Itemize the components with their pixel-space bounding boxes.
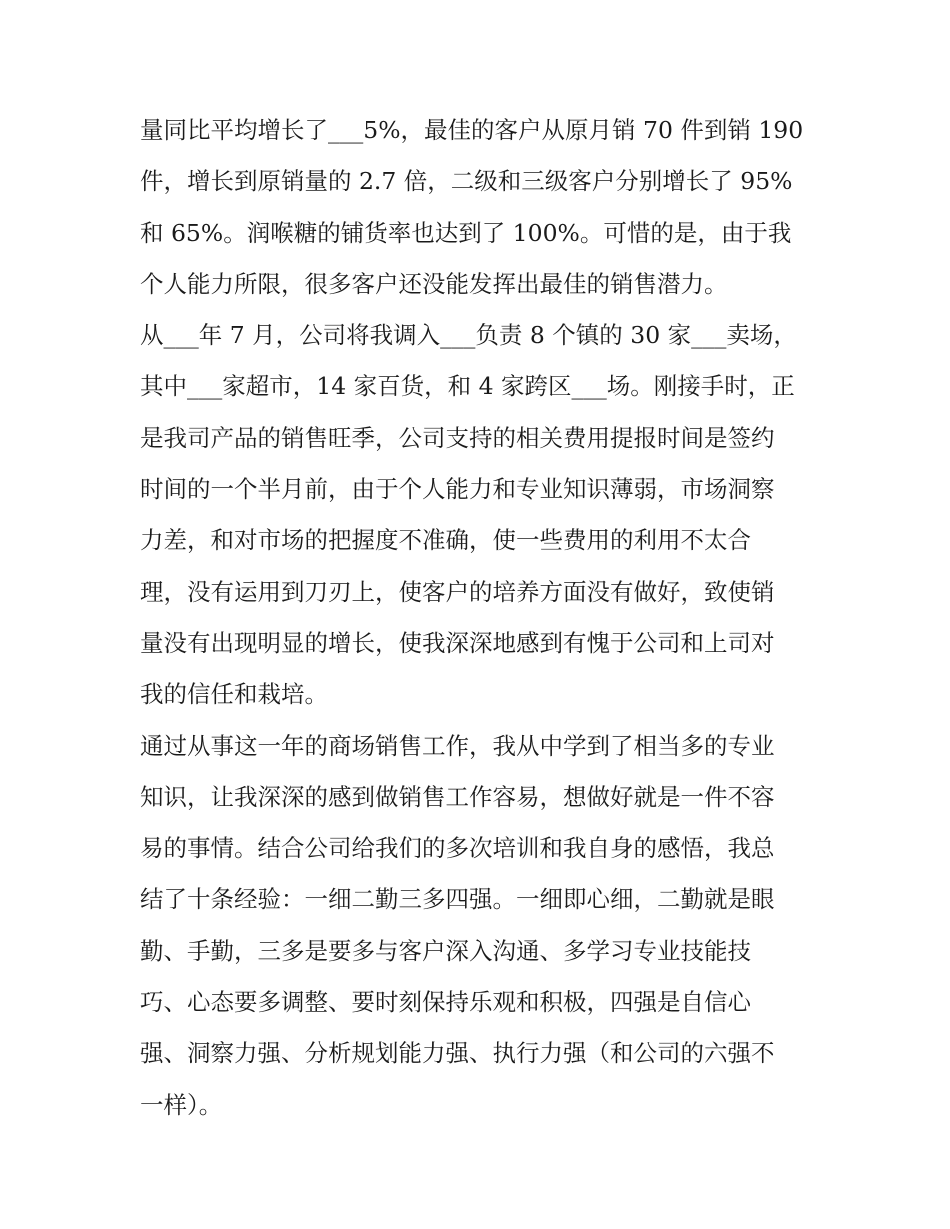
text-line: 量没有出现明显的增长，使我深深地感到有愧于公司和上司对: [140, 628, 775, 657]
text-line: 巧、心态要多调整、要时刻保持乐观和积极，四强是自信心: [140, 988, 751, 1017]
paragraph-lessons-learned: [140, 721, 820, 1131]
text-line: 结了十条经验：一细二勤三多四强。一细即心细，二勤就是眼: [140, 885, 775, 914]
paragraph-new-assignment: [140, 310, 820, 720]
text-line: 勤、手勤，三多是要多与客户深入沟通、多学习专业技能技: [140, 936, 751, 965]
text-line: 从___年 7 月，公司将我调入___负责 8 个镇的 30 家___卖场，: [140, 321, 797, 350]
text-line: 和 65%。润喉糖的铺货率也达到了 100%。可惜的是，由于我: [140, 218, 792, 247]
text-line: 件，增长到原销量的 2.7 倍，二级和三级客户分别增长了 95%: [140, 167, 793, 196]
text-line: 我的信任和栽培。: [140, 680, 328, 709]
text-line: 其中___家超市，14 家百货，和 4 家跨区___场。刚接手时，正: [140, 372, 795, 401]
text-line: 强、洞察力强、分析规划能力强、执行力强（和公司的六强不: [140, 1039, 775, 1068]
text-line: 一样）。: [140, 1090, 223, 1119]
text-line: 力差，和对市场的把握度不准确，使一些费用的利用不太合: [140, 526, 751, 555]
text-line: 通过从事这一年的商场销售工作，我从中学到了相当多的专业: [140, 731, 775, 760]
text-line: 易的事情。结合公司给我们的多次培训和我自身的感悟，我总: [140, 834, 775, 863]
text-line: 知识，让我深深的感到做销售工作容易，想做好就是一件不容: [140, 782, 775, 811]
text-line: 时间的一个半月前，由于个人能力和专业知识薄弱，市场洞察: [140, 475, 775, 504]
text-line: 个人能力所限，很多客户还没能发挥出最佳的销售潜力。: [140, 269, 728, 298]
text-line: 理，没有运用到刀刃上，使客户的培养方面没有做好，致使销: [140, 577, 775, 606]
text-line: 量同比平均增长了___5%，最佳的客户从原月销 70 件到销 190: [140, 116, 804, 144]
paragraph-sales-growth: [140, 105, 820, 310]
text-line: 是我司产品的销售旺季，公司支持的相关费用提报时间是签约: [140, 423, 775, 452]
document-body: [140, 105, 820, 1131]
